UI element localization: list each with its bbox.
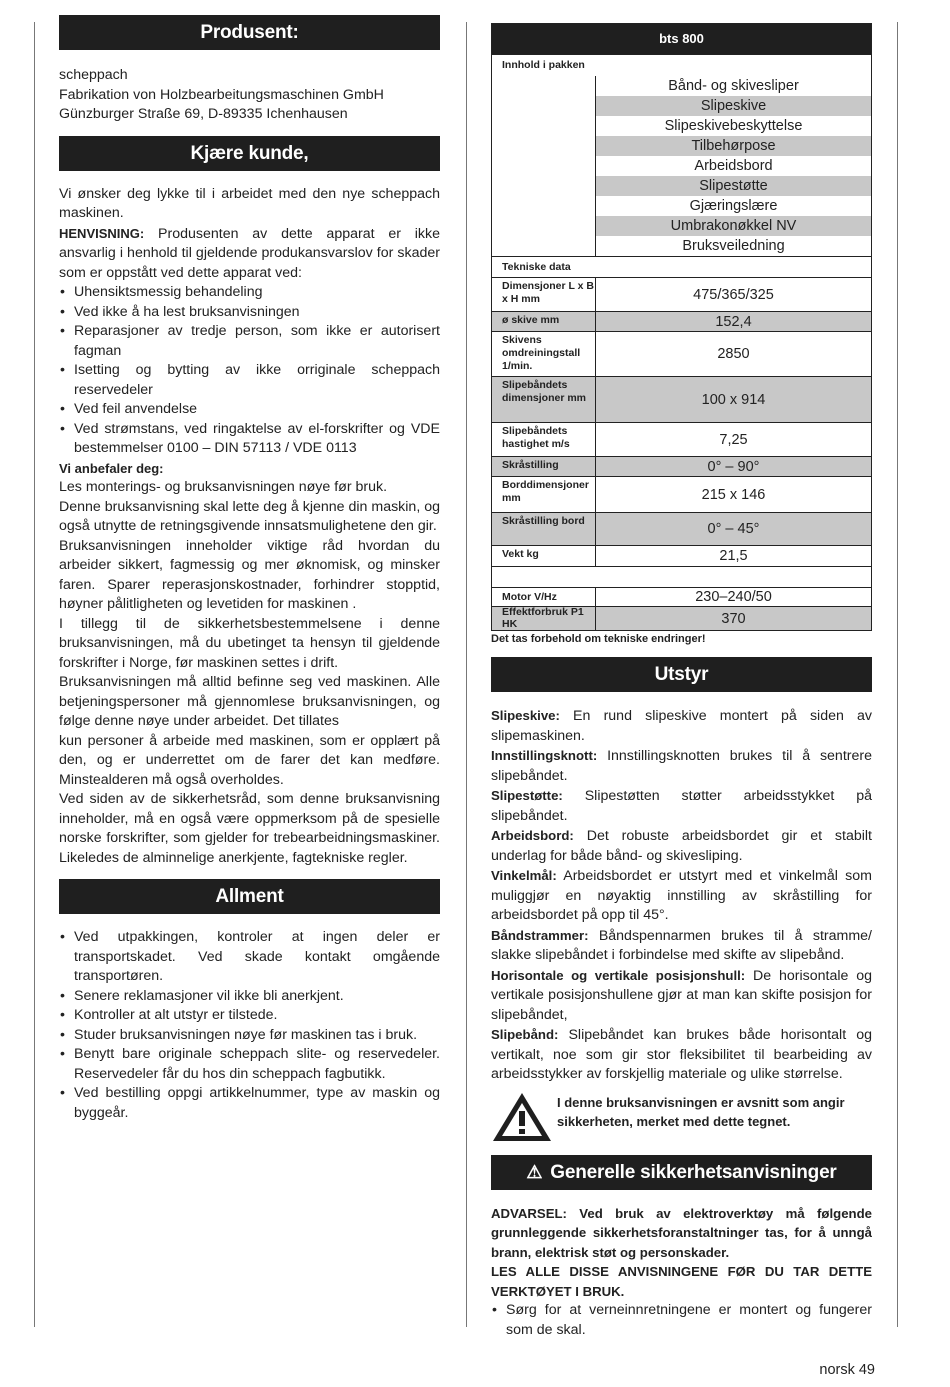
package-item: Bånd- og skivesliper: [668, 78, 799, 94]
package-item: Slipeskivebeskyttelse: [664, 118, 803, 134]
henvisning-label: HENVISNING:: [59, 225, 145, 241]
equipment-text: Det robuste arbeidsbordet gir et stabilt underlag for både bånd- og skivesliping.: [491, 828, 872, 864]
row-value: 215 x 146: [595, 477, 871, 512]
left-margin-line: [34, 22, 35, 1327]
row-value: 370: [595, 607, 871, 630]
row-label: Borddimensjoner mm: [502, 479, 589, 504]
equipment-term: Slipebånd:: [491, 1027, 559, 1042]
list-item: • Ved bestilling oppgi artikkelnummer, type av maskin og byggeår.: [59, 1084, 440, 1123]
package-item: Umbrakonøkkel NV: [596, 216, 871, 236]
list-item: • Studer bruksanvisningen nøye før maskinen tas i bruk.: [59, 1026, 440, 1046]
row-label: Slipebåndets hastighet m/s: [502, 425, 570, 450]
table-row: [492, 476, 871, 512]
list-item: • Ved strømstans, ved ringaktelse av el-forskrifter og VDE bestemmelser 0100 – DIN 57113 / VDE 0113: [59, 420, 440, 459]
row-value: 21,5: [595, 546, 871, 566]
table-row: [492, 376, 871, 422]
henvisning-paragraph: [59, 224, 440, 284]
row-label: Vekt kg: [502, 548, 539, 560]
table-row: [492, 331, 871, 376]
warning-triangle-icon: [491, 1091, 553, 1143]
table-row: [492, 54, 871, 76]
center-margin-line: [466, 22, 467, 1327]
list-item: • Uhensiktsmessig behandeling: [59, 283, 440, 303]
table-row: [492, 277, 871, 311]
produsent-line: Fabrikation von Holzbearbeitungsmaschinen GmbH: [59, 86, 384, 103]
allment-list: [59, 928, 440, 1123]
equipment-text: En rund slipeskive montert på siden av slipemaskinen.: [491, 708, 872, 744]
table-row: [492, 587, 871, 606]
safety-notice-text: I denne bruksanvisningen er avsnitt som angir sikkerheten, merket med dette tegnet.: [557, 1094, 845, 1129]
list-item: • Isetting og bytting av ikke orriginale scheppach reservedeler: [59, 361, 440, 400]
table-row: [492, 606, 871, 630]
safety-list: [491, 1301, 872, 1340]
safety-notice: [491, 1091, 872, 1143]
row-label: Skråstilling: [502, 459, 559, 471]
equipment-term: Båndstrammer:: [491, 927, 589, 943]
row-label: Motor V/Hz: [502, 591, 557, 603]
list-item: • Sørg for at verneinnretningene er montert og fungerer som de skal.: [491, 1301, 872, 1340]
equipment-term: Slipestøtte:: [491, 788, 563, 803]
paragraph: Les monterings- og bruksanvisningen nøye før bruk.: [59, 479, 388, 495]
row-label: Skivens omdreiningstall 1/min.: [502, 334, 581, 372]
heading-utstyr: Utstyr: [491, 657, 872, 692]
table-row: [492, 422, 871, 456]
equipment-item: [491, 826, 872, 866]
package-item: Tilbehørpose: [596, 136, 871, 156]
spec-table: [491, 23, 872, 631]
equipment-text: Båndspennarmen brukes til å stramme/ slakke slipebåndet i forbindelse med skifte av slipebånd.: [491, 927, 872, 963]
row-value: 0° – 45°: [595, 513, 871, 545]
table-row: [492, 456, 871, 476]
equipment-term: Vinkelmål:: [491, 868, 557, 883]
row-label: Dimensjoner L x B x H mm: [502, 280, 594, 305]
produsent-line: scheppach: [59, 67, 128, 83]
equipment-item: [491, 786, 872, 826]
paragraph: Denne bruksanvisning skal lette deg å kjenne din maskin, og også utnytte de retningsgivende innsatsmulighetene den gir.: [59, 498, 440, 534]
table-title: bts 800: [492, 24, 871, 54]
equipment-item: [491, 1025, 872, 1085]
package-item: Gjæringslære: [689, 198, 778, 214]
paragraph: Bruksanvisningen inneholder viktige råd hvordan du arbeider sikkert, fagmessig og mer øknomisk, og minsker faren. Sparer reperasjonskostnader, forhindrer stopptid, høyner pålitligheten og levetiden for maskinen .: [59, 537, 440, 612]
heading-kjaere-kunde: Kjære kunde,: [59, 136, 440, 171]
right-column: [491, 23, 872, 1340]
package-item: Slipestøtte: [596, 176, 871, 196]
innhold-label: Innhold i pakken: [502, 59, 585, 71]
list-item: • Senere reklamasjoner vil ikke bli anerkjent.: [59, 987, 440, 1007]
page-number: norsk 49: [819, 1362, 875, 1378]
right-margin-line: [897, 22, 898, 1327]
intro-paragraph: Vi ønsker deg lykke til i arbeidet med den nye scheppach maskinen.: [59, 185, 440, 221]
liability-list: [59, 283, 440, 459]
equipment-item: [491, 926, 872, 966]
table-row: [492, 256, 871, 277]
list-item: • Reparasjoner av tredje person, som ikke er autorisert fagman: [59, 322, 440, 361]
advarsel-paragraph: ADVARSEL: Ved bruk av elektroverktøy må følgende grunnleggende sikkerhetsforanstaltninger tas, for å unngå brann, elektrisk støt og personskader.: [491, 1205, 872, 1260]
list-item: • Ved utpakkingen, kontroler at ingen deler er transportskadet. Ved skade kontakt omgående transportøren.: [59, 928, 440, 987]
row-label: Effektforbruk P1 HK: [502, 606, 584, 630]
row-label: Slipebåndets dimensjoner mm: [502, 379, 587, 404]
row-value: 100 x 914: [595, 377, 871, 422]
left-column: [59, 15, 440, 1123]
paragraph: kun personer å arbeide med maskinen, som er opplært på den, og er underrettet om de farer det kan medføre. Minstealderen må også overholdes.: [59, 732, 440, 788]
table-spacer-row: [492, 566, 871, 587]
package-item: Arbeidsbord: [694, 158, 773, 174]
list-item: • Ved ikke å ha lest bruksanvisningen: [59, 303, 440, 323]
equipment-term: Slipeskive:: [491, 708, 560, 723]
list-item: • Ved feil anvendelse: [59, 400, 440, 420]
row-value: 2850: [595, 332, 871, 376]
list-item: • Benytt bare originale scheppach slite- og reservedeler. Reservedeler får du hos din scheppach fagbutikk.: [59, 1045, 440, 1084]
row-value: 152,4: [595, 312, 871, 331]
tekniske-label: Tekniske data: [502, 261, 571, 273]
list-item: • Kontroller at alt utstyr er tilstede.: [59, 1006, 440, 1026]
table-footnote: Det tas forbehold om tekniske endringer!: [491, 633, 706, 645]
package-contents: [492, 76, 871, 256]
package-item: Bruksveiledning: [682, 238, 785, 254]
equipment-item: [491, 746, 872, 786]
equipment-item: [491, 966, 872, 1026]
table-row: [492, 545, 871, 566]
les-alle-paragraph: LES ALLE DISSE ANVISNINGENE FØR DU TAR DETTE VERKTØYET I BRUK.: [491, 1264, 872, 1299]
equipment-text: Slipebåndet kan brukes både horisontalt og vertikalt, noe som gir stor fleksibilitet til bearbeiding av arbeidsstykker av forskjellig materiale og ulike størrelse.: [491, 1027, 872, 1082]
equipment-term: Horisontale og vertikale posisjonshull:: [491, 967, 746, 983]
row-value: 7,25: [595, 423, 871, 456]
row-value: 0° – 90°: [595, 457, 871, 476]
warning-icon: ⚠: [526, 1161, 543, 1182]
heading-allment: Allment: [59, 879, 440, 914]
row-value: 475/365/325: [595, 278, 871, 311]
paragraph: Bruksanvisningen må alltid befinne seg ved maskinen. Alle betjeningspersoner må gjennomlese bruksanvisningen, og følge denne nøye under arbeidet. Det tillates: [59, 674, 440, 729]
equipment-text: De horisontale og vertikale posisjonshullene gjør at man kan skifte posisjon for slipebåndet,: [491, 967, 872, 1023]
table-row: [492, 512, 871, 545]
paragraph: Ved siden av de sikkerhetsråd, som denne bruksanvisning inneholder, må en også være oppmerksom på de spesielle norske forskrifter, som gjelder for trebearbeidningsmaskiner. Likeledes de alminnelige anerkjente, fagtekniske regler.: [59, 791, 440, 866]
heading-produsent: Produsent:: [59, 15, 440, 50]
row-label: ø skive mm: [502, 314, 560, 326]
equipment-text: Arbeidsbordet er utstyrt med et vinkelmål som muliggjør en nøyaktig innstilling av skråstilling for arbeidsbordet på opp til 45°.: [491, 868, 872, 923]
produsent-line: Günzburger Straße 69, D-89335 Ichenhausen: [59, 106, 348, 122]
paragraph: I tillegg til de sikkerhetsbestemmelsene i denne bruksanvisningen, må du ubetinget ta hensyn til gjeldende forskrifter i Norge, før maskinen settes i drift.: [59, 615, 440, 671]
equipment-item: [491, 866, 872, 926]
equipment-term: Arbeidsbord:: [491, 828, 574, 843]
equipment-term: Innstillingsknott:: [491, 748, 598, 763]
package-item: Slipeskive: [596, 96, 871, 116]
equipment-text: Slipestøtten støtter arbeidsstykket på slipebåndet.: [491, 788, 872, 824]
heading-sikkerhet-text: Generelle sikkerhetsanvisninger: [550, 1161, 837, 1183]
equipment-item: [491, 706, 872, 746]
anbefaler-heading: Vi anbefaler deg:: [59, 460, 164, 476]
row-label: Skråstilling bord: [502, 515, 585, 527]
equipment-text: Innstillingsknotten brukes til å sentrere slipebåndet.: [491, 748, 872, 784]
henvisning-text: Produsenten av dette apparat er ikke ansvarlig i henhold til gjeldende produkansvarslov for skader som er oppstått ved dette apparat ved:: [59, 225, 440, 281]
row-value: 230–240/50: [595, 588, 871, 606]
heading-sikkerhet: [491, 1155, 872, 1190]
table-row: [492, 311, 871, 331]
